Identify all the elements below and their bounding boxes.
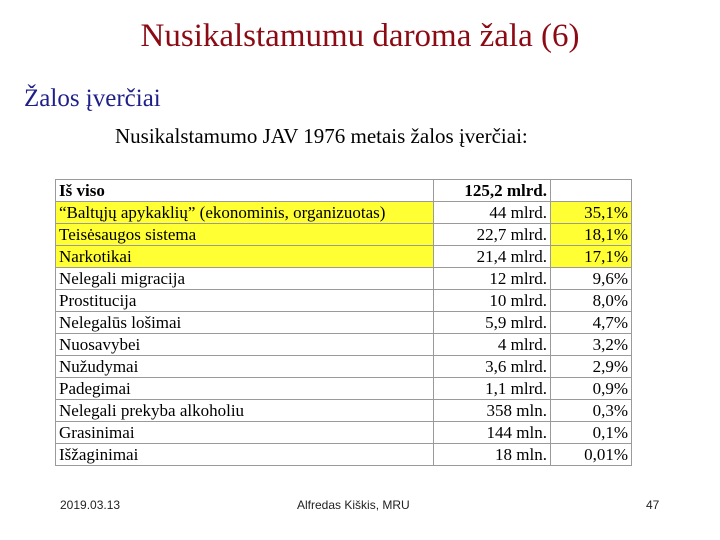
percent-cell: 17,1% (551, 246, 632, 268)
amount-cell: 1,1 mlrd. (434, 378, 551, 400)
table-body (56, 180, 632, 466)
percent-cell: 8,0% (551, 290, 632, 312)
amount-cell: 4 mlrd. (434, 334, 551, 356)
category-cell: Išžaginimai (56, 444, 434, 466)
table-row (56, 246, 632, 268)
table-row (56, 334, 632, 356)
amount-cell: 21,4 mlrd. (434, 246, 551, 268)
percent-cell: 35,1% (551, 202, 632, 224)
table-row (56, 180, 632, 202)
amount-cell: 44 mlrd. (434, 202, 551, 224)
amount-cell: 358 mln. (434, 400, 551, 422)
table-row (56, 422, 632, 444)
table-row (56, 312, 632, 334)
table-row (56, 224, 632, 246)
percent-cell: 3,2% (551, 334, 632, 356)
table-row (56, 444, 632, 466)
footer-page-number: 47 (646, 498, 660, 512)
amount-cell: 3,6 mlrd. (434, 356, 551, 378)
amount-cell: 144 mln. (434, 422, 551, 444)
category-cell: Padegimai (56, 378, 434, 400)
footer-author: Alfredas Kiškis, MRU (297, 498, 410, 512)
category-cell: Nuosavybei (56, 334, 434, 356)
slide-title: Nusikalstamumu daroma žala (6) (140, 18, 580, 54)
damage-estimates-table (55, 179, 632, 466)
amount-cell: 5,9 mlrd. (434, 312, 551, 334)
category-cell: Nelegali prekyba alkoholiu (56, 400, 434, 422)
table-caption: Nusikalstamumo JAV 1976 metais žalos įverčiai: (115, 124, 528, 148)
percent-cell: 4,7% (551, 312, 632, 334)
amount-cell: 12 mlrd. (434, 268, 551, 290)
percent-cell: 0,3% (551, 400, 632, 422)
category-cell: Teisėsaugos sistema (56, 224, 434, 246)
percent-cell: 9,6% (551, 268, 632, 290)
category-cell: Iš viso (56, 180, 434, 202)
table-row (56, 268, 632, 290)
amount-cell: 18 mln. (434, 444, 551, 466)
footer-date: 2019.03.13 (60, 498, 121, 512)
category-cell: Prostitucija (56, 290, 434, 312)
slide-subtitle: Žalos įverčiai (24, 85, 161, 112)
percent-cell: 2,9% (551, 356, 632, 378)
table-row (56, 400, 632, 422)
table-row (56, 290, 632, 312)
category-cell: Nužudymai (56, 356, 434, 378)
category-cell: “Baltųjų apykaklių” (ekonominis, organizuotas) (56, 202, 434, 224)
table-row (56, 378, 632, 400)
percent-cell (551, 180, 632, 202)
percent-cell: 18,1% (551, 224, 632, 246)
category-cell: Narkotikai (56, 246, 434, 268)
amount-cell: 22,7 mlrd. (434, 224, 551, 246)
category-cell: Grasinimai (56, 422, 434, 444)
table-row (56, 356, 632, 378)
category-cell: Nelegalūs lošimai (56, 312, 434, 334)
category-cell: Nelegali migracija (56, 268, 434, 290)
percent-cell: 0,9% (551, 378, 632, 400)
amount-cell: 125,2 mlrd. (434, 180, 551, 202)
percent-cell: 0,01% (551, 444, 632, 466)
table-row (56, 202, 632, 224)
percent-cell: 0,1% (551, 422, 632, 444)
amount-cell: 10 mlrd. (434, 290, 551, 312)
